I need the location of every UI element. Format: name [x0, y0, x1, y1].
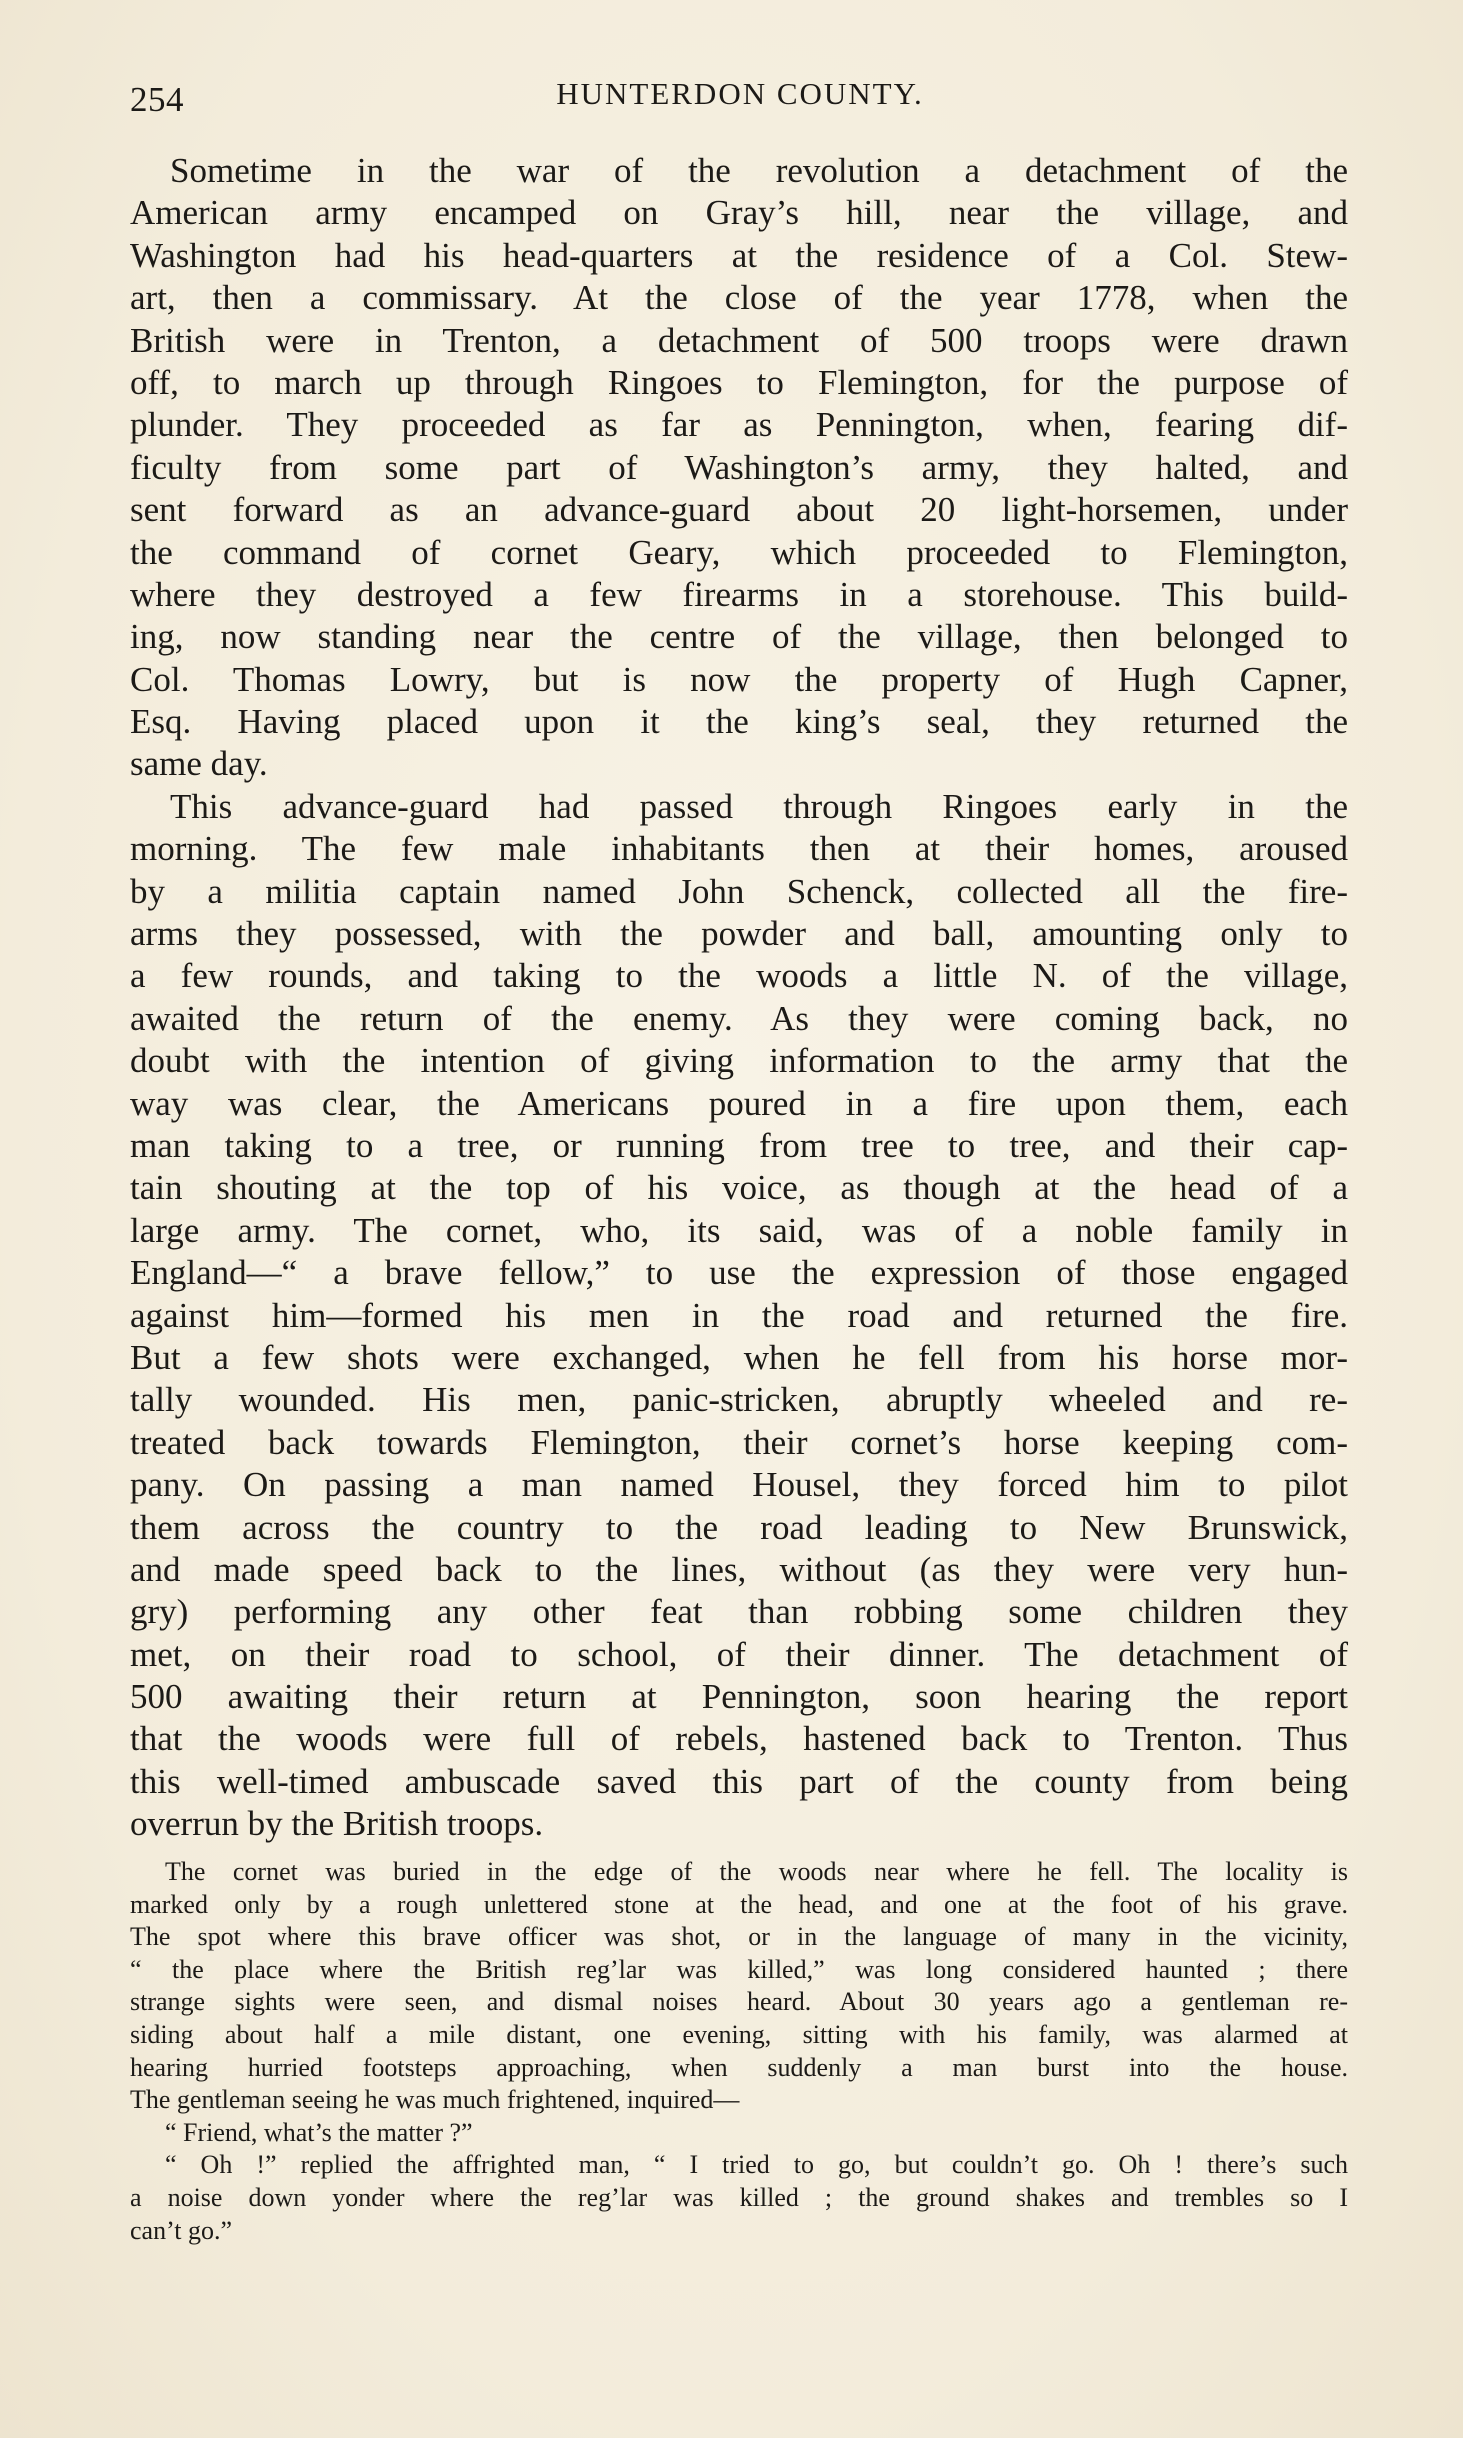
body-text [130, 150, 1348, 1846]
text-line: and made speed back to the lines, without (as they were very hun- [130, 1549, 1348, 1589]
text-line: morning. The few male inhabitants then at their homes, aroused [130, 829, 1348, 869]
text-line: England—“ a brave fellow,” to use the expression of those engaged [130, 1253, 1348, 1293]
text-line: ing, now standing near the centre of the village, then belonged to [130, 617, 1348, 657]
text-line: awaited the return of the enemy. As they were coming back, no [130, 998, 1348, 1038]
text-line: overrun by the British troops. [130, 1804, 544, 1844]
footnote-line: a noise down yonder where the reg’lar was killed ; the ground shakes and trembles so I [130, 2182, 1348, 2212]
text-line: ficulty from some part of Washington’s army, they halted, and [130, 447, 1348, 487]
text-line: by a militia captain named John Schenck, collected all the fire- [130, 871, 1348, 911]
footnote-line: can’t go.” [130, 2215, 233, 2245]
text-line: art, then a commissary. At the close of the year 1778, when the [130, 278, 1348, 318]
text-line: large army. The cornet, who, its said, was of a noble family in [130, 1210, 1348, 1250]
footnote-line: marked only by a rough unlettered stone at the head, and one at the foot of his grave. [130, 1889, 1348, 1919]
text-line: American army encamped on Gray’s hill, near the village, and [130, 193, 1348, 233]
text-line: off, to march up through Ringoes to Flemington, for the purpose of [130, 362, 1348, 402]
footnote-line: The spot where this brave officer was shot, or in the language of many in the vicinity, [130, 1922, 1348, 1952]
text-line: the command of cornet Geary, which proceeded to Flemington, [130, 532, 1348, 572]
text-line: this well-timed ambuscade saved this part of the county from being [130, 1761, 1348, 1801]
text-line: arms they possessed, with the powder and ball, amounting only to [130, 914, 1348, 954]
text-line: 500 awaiting their return at Pennington, soon hearing the report [130, 1677, 1348, 1717]
footnote [130, 1856, 1348, 2247]
footnote-line: hearing hurried footsteps approaching, when suddenly a man burst into the house. [130, 2052, 1348, 2082]
text-line: tally wounded. His men, panic-stricken, abruptly wheeled and re- [130, 1380, 1348, 1420]
footnote-line: “ Friend, what’s the matter ?” [165, 2117, 473, 2147]
text-line: This advance-guard had passed through Ringoes early in the [170, 786, 1348, 826]
text-line: that the woods were full of rebels, hastened back to Trenton. Thus [130, 1719, 1348, 1759]
text-line: Col. Thomas Lowry, but is now the property of Hugh Capner, [130, 659, 1348, 699]
text-line: man taking to a tree, or running from tree to tree, and their cap- [130, 1125, 1348, 1165]
text-line: sent forward as an advance-guard about 20 light-horsemen, under [130, 490, 1348, 530]
text-line: met, on their road to school, of their dinner. The detachment of [130, 1634, 1348, 1674]
text-line: plunder. They proceeded as far as Pennington, when, fearing dif- [130, 405, 1348, 445]
text-line: way was clear, the Americans poured in a fire upon them, each [130, 1083, 1348, 1123]
text-line: Sometime in the war of the revolution a detachment of the [170, 151, 1348, 190]
paragraph-2 [130, 786, 1348, 1846]
text-line: But a few shots were exchanged, when he fell from his horse mor- [130, 1337, 1348, 1377]
text-line: pany. On passing a man named Housel, they forced him to pilot [130, 1465, 1348, 1505]
footnote-paragraph-3 [130, 2149, 1348, 2247]
text-line: same day. [130, 744, 268, 784]
text-line: where they destroyed a few firearms in a storehouse. This build- [130, 574, 1348, 614]
text-line: a few rounds, and taking to the woods a little N. of the village, [130, 956, 1348, 996]
text-line: them across the country to the road leading to New Brunswick, [130, 1507, 1348, 1547]
text-line: against him—formed his men in the road and returned the fire. [130, 1295, 1348, 1335]
footnote-paragraph-1 [130, 1856, 1348, 2117]
footnote-line: siding about half a mile distant, one evening, sitting with his family, was alarmed at [130, 2019, 1348, 2049]
text-line: British were in Trenton, a detachment of 500 troops were drawn [130, 320, 1348, 360]
page-number: 254 [130, 80, 184, 119]
text-line: Washington had his head-quarters at the residence of a Col. Stew- [130, 235, 1348, 275]
running-head: HUNTERDON COUNTY. [556, 76, 924, 111]
footnote-line: The cornet was buried in the edge of the woods near where he fell. The locality is [165, 1857, 1348, 1886]
footnote-line: strange sights were seen, and dismal noises heard. About 30 years ago a gentleman re- [130, 1987, 1348, 2017]
text-line: tain shouting at the top of his voice, as though at the head of a [130, 1168, 1348, 1208]
footnote-line: “ Oh !” replied the affrighted man, “ I tried to go, but couldn’t go. Oh ! there’s such [165, 2150, 1348, 2180]
text-line: Esq. Having placed upon it the king’s seal, they returned the [130, 702, 1348, 742]
page-header [130, 70, 1350, 120]
footnote-paragraph-2 [130, 2117, 1348, 2150]
text-line: gry) performing any other feat than robbing some children they [130, 1592, 1348, 1632]
footnote-line: The gentleman seeing he was much frightened, inquired— [130, 2085, 740, 2115]
footnote-line: “ the place where the British reg’lar was killed,” was long considered haunted ; there [130, 1954, 1348, 1984]
text-line: doubt with the intention of giving information to the army that the [130, 1041, 1348, 1081]
text-line: treated back towards Flemington, their cornet’s horse keeping com- [130, 1422, 1348, 1462]
paragraph-1 [130, 150, 1348, 786]
